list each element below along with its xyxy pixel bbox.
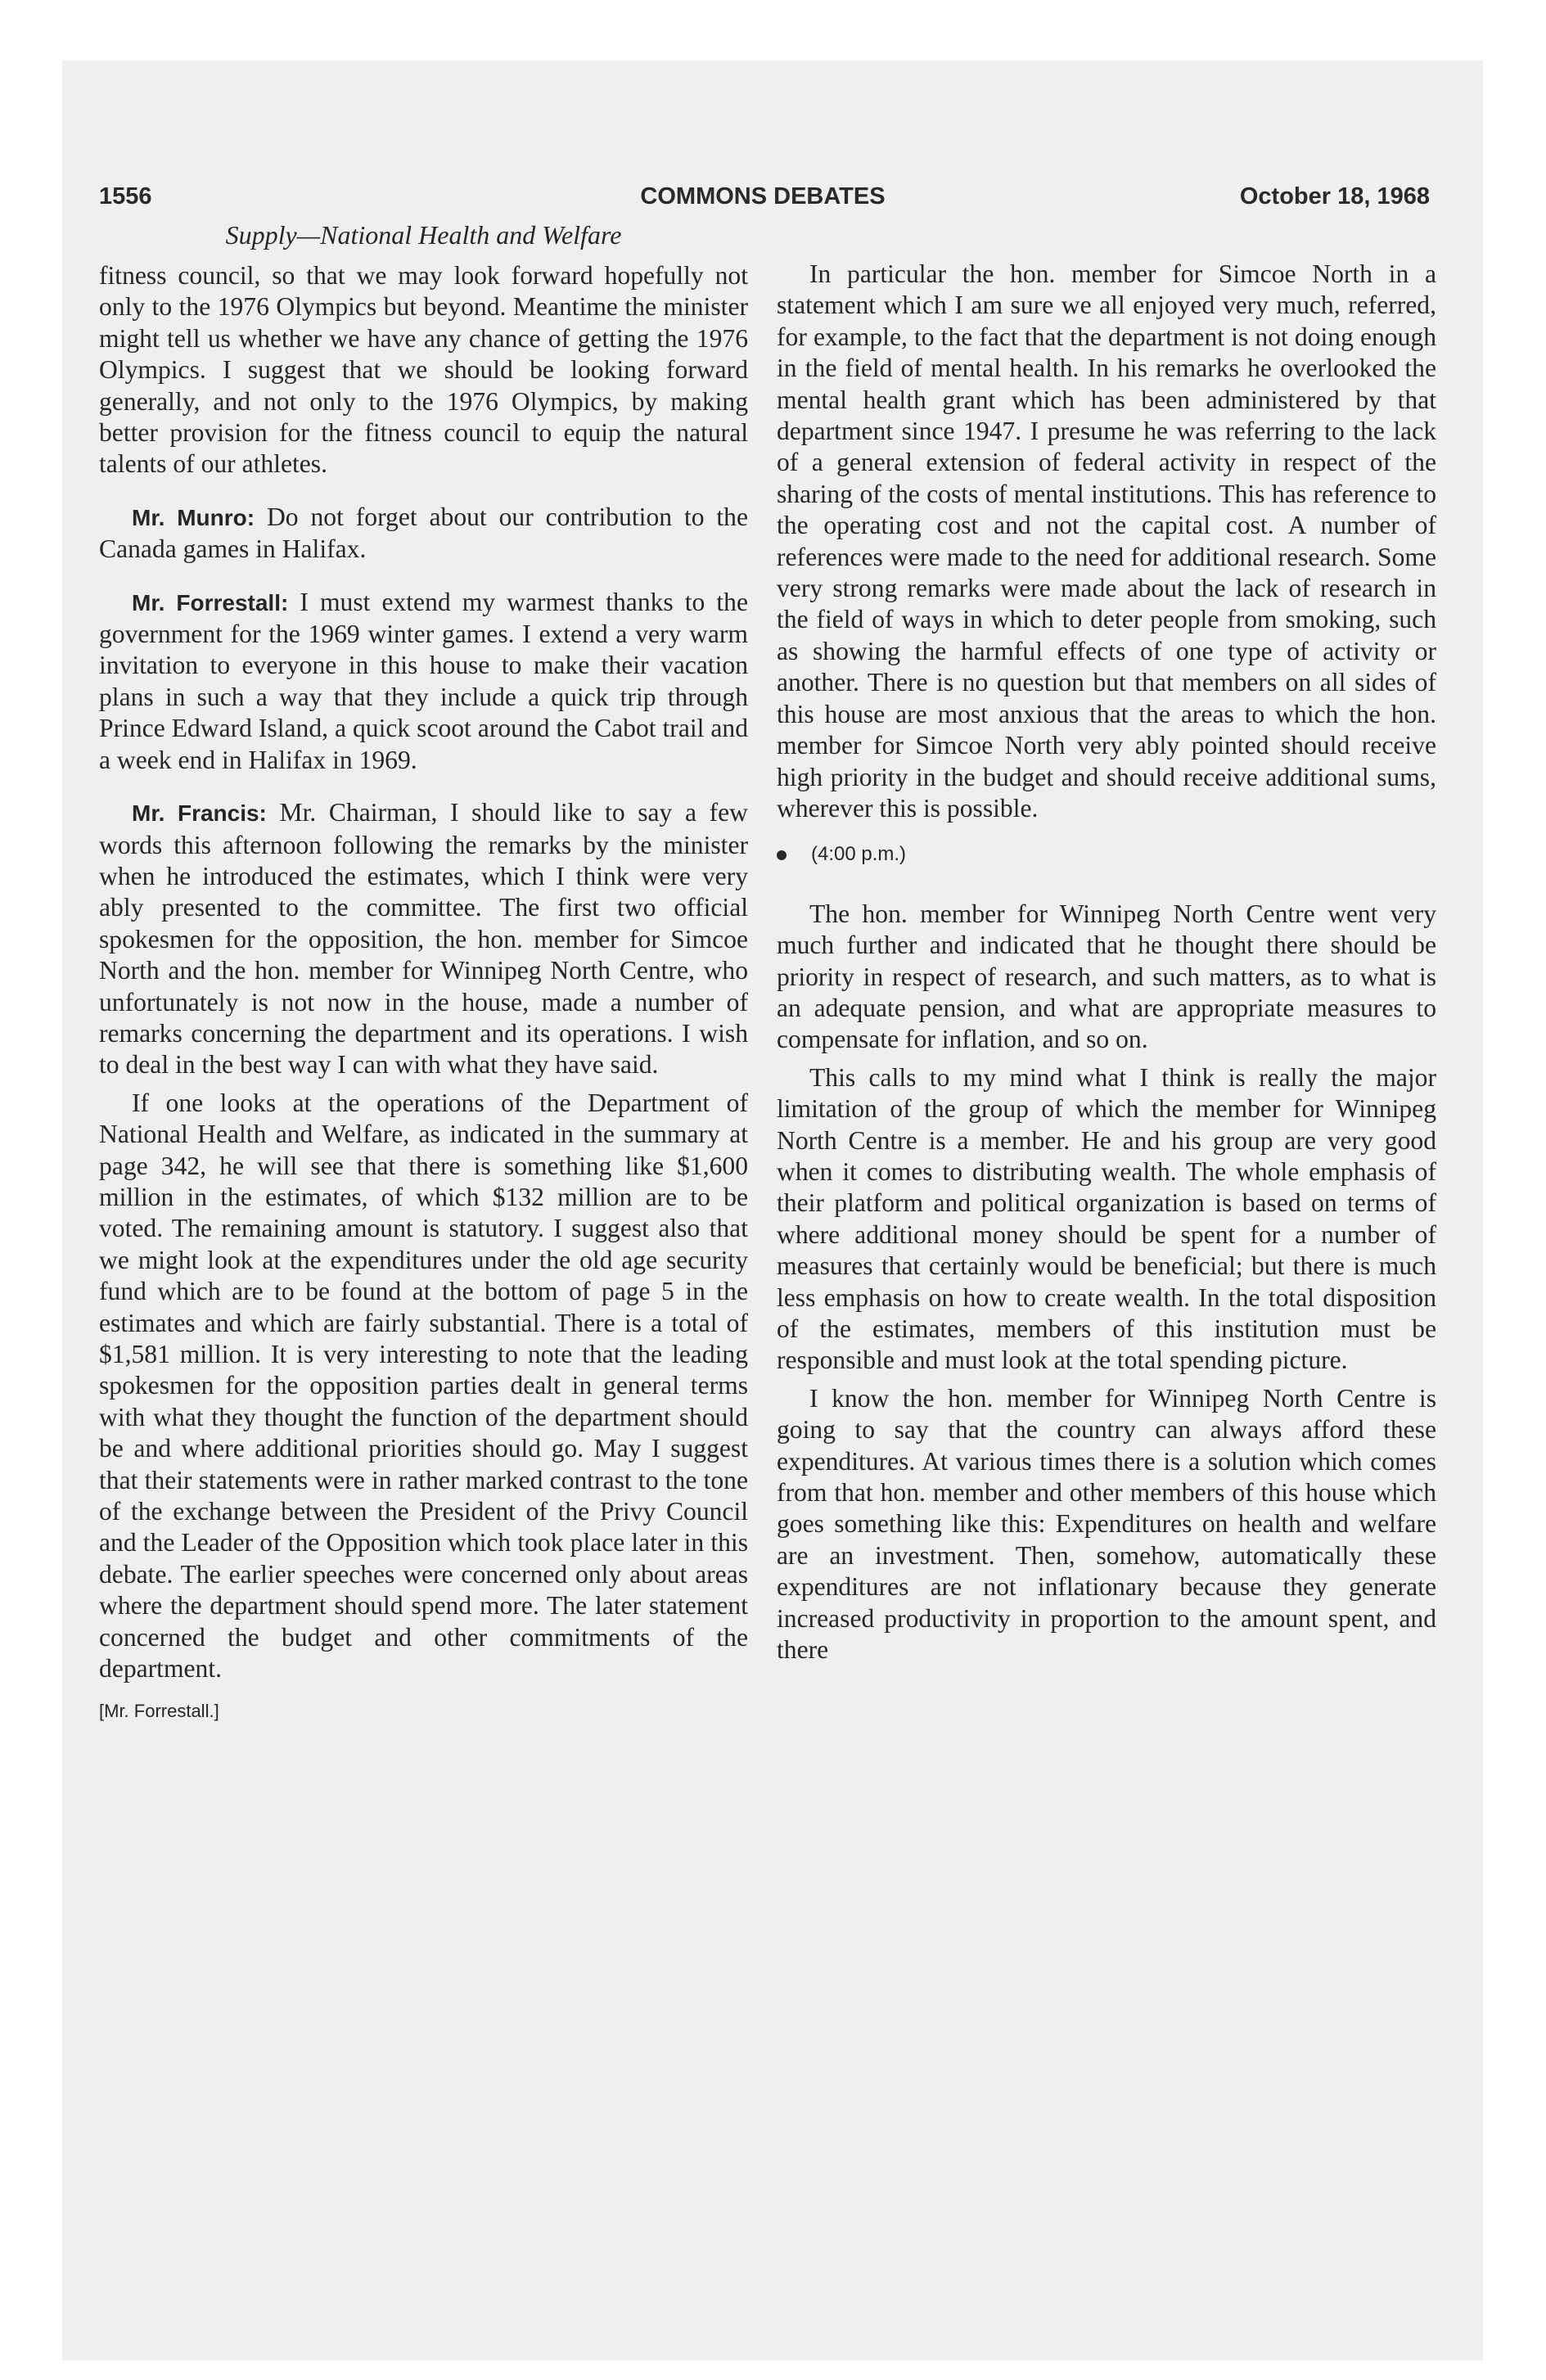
speech-munro (99, 502, 748, 566)
bullet-icon (777, 850, 787, 860)
speaker-name: Mr. Munro: (132, 504, 255, 530)
speech-forrestall (99, 587, 748, 776)
page-footer-attribution: [Mr. Forrestall.] (99, 1701, 219, 1722)
speaker-name: Mr. Francis: (132, 800, 267, 827)
time-label: (4:00 p.m.) (811, 843, 907, 866)
page-date: October 18, 1968 (1239, 183, 1430, 210)
paragraph: If one looks at the operations of the Department of National Health and Welfare, as indicated in the summary at page 342, he will see that there is something like $1,600 million in the estimates, of which $132 million are to be voted. The remaining amount is statutory. I suggest also that we might look at the expenditures under the old age security fund which are to be found at the bottom of page 5 in the estimates and which are fairly substantial. There is a total of $1,581 million. It is very interesting to note that the leading spokesmen for the opposition parties dealt in general terms with what they thought the function of the department should be and where additional priorities should go. May I suggest that their statements were in rather marked contrast to the tone of the exchange between the President of the Privy Council and the Leader of the Opposition which took place later in this debate. The earlier speeches were concerned only about areas where the department should spend more. The later statement concerned the budget and other commitments of the department. (99, 1088, 748, 1684)
speaker-name: Mr. Forrestall: (132, 589, 289, 615)
speech-text: I must extend my warmest thanks to the government for the 1969 winter games. I extend a very warm invitation to everyone in this house to make their vacation plans in such a way that they include a quick trip through Prince Edward Island, a quick scoot around the Cabot trail and a week end in Halifax in 1969. (99, 587, 748, 774)
page-number: 1556 (99, 183, 152, 210)
speech-text: Do not forget about our contribution to the Canada games in Halifax. (99, 502, 749, 564)
paragraph: This calls to my mind what I think is really the major limitation of the group of which the member for Winnipeg North Centre is a member. He and his group are very good when it comes to distributing wealth. The whole emphasis of their platform and political organization is based on terms of where additional money should be spent for a number of measures that certainly would be beneficial; but there is much less emphasis on how to create wealth. In the total disposition of the estimates, members of this institution must be responsible and must look at the total spending picture. (777, 1062, 1436, 1375)
left-column (99, 219, 748, 1728)
paragraph: fitness council, so that we may look forward hopefully not only to the 1976 Olympics but beyond. Meantime the minister might tell us whether we have any chance of getting the 1976 Olympics. I suggest that we should be looking forward generally, and not only to the 1976 Olympics, by making better provision for the fitness council to equip the natural talents of our athletes. (99, 261, 748, 479)
right-column (777, 259, 1436, 1687)
paragraph: In particular the hon. member for Simcoe North in a statement which I am sure we all enjoyed very much, referred, for example, to the fact that the department is not doing enough in the field of mental health. In his remarks he overlooked the mental health grant which has been administered by that department since 1947. I presume he was referring to the lack of a general extension of federal activity in respect of the sharing of the costs of mental institutions. This has reference to the operating cost and not the capital cost. A number of references were made to the need for additional research. Some very strong remarks were made about the lack of research in the field of ways in which to deter people from smoking, such as showing the harmful effects of one type of activity or another. There is no question but that members on all sides of this house are most anxious that the areas to which the hon. member for Simcoe North very ably pointed should receive high priority in the budget and should receive additional sums, wherever this is possible. (777, 259, 1436, 823)
speech-francis (99, 797, 748, 1081)
document-page (92, 183, 1436, 1722)
running-head: Supply—National Health and Welfare (225, 220, 622, 250)
speech-text: Mr. Chairman, I should like to say a few words this afternoon following the remarks by the minister when he introduced the estimates, which I think were very ably presented to the committee. The first two official spokesmen for the opposition, the hon. member for Simcoe North and the hon. member for Winnipeg North Centre, who unfortunately is not now in the house, made a number of remarks concerning the department and its operations. I wish to deal in the best way I can with what they have said. (99, 798, 748, 1080)
paragraph: I know the hon. member for Winnipeg North Centre is going to say that the country can always afford these expenditures. At various times there is a solution which comes from that hon. member and other members of this house which goes something like this: Expenditures on health and welfare are an investment. Then, somehow, automatically these expenditures are not inflationary because they generate increased productivity in proportion to the amount spent, and there (777, 1383, 1436, 1665)
paragraph: The hon. member for Winnipeg North Centre went very much further and indicated that he thought there should be priority in respect of research, and such matters, as to what is an adequate pension, and what are appropriate measures to compensate for inflation, and so on. (777, 899, 1436, 1054)
time-marker (777, 839, 1436, 870)
publication-title: COMMONS DEBATES (640, 183, 886, 210)
